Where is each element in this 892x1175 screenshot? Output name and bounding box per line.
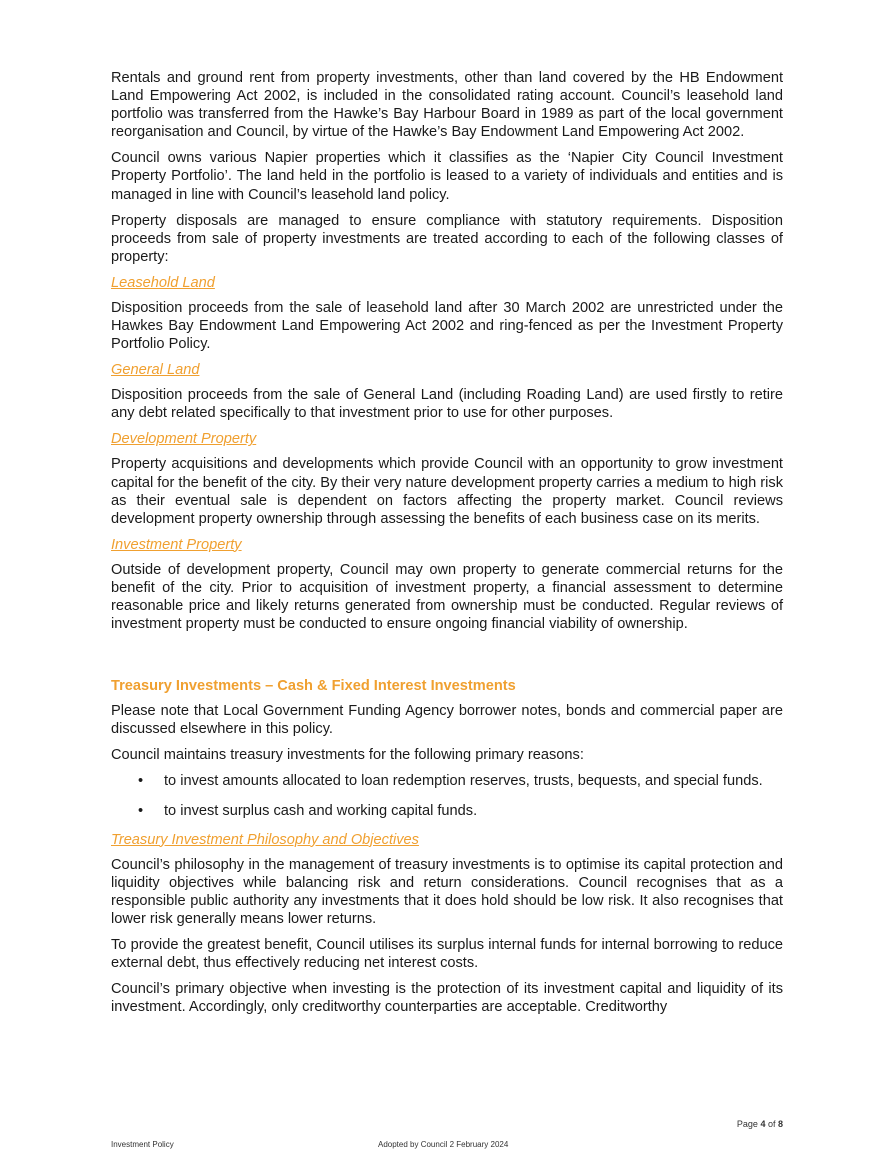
subheading-investment-property: Investment Property: [111, 536, 242, 553]
paragraph-development-property: Property acquisitions and developments which provide Council with an opportunity to grow investment capital for the benefit of the city. By their very nature development property carries a medium to high risk as their eventual sale is dependent on factors affecting the property market. Council reviews development property ownership through assessing the benefits of each business case on its merits.: [111, 456, 783, 527]
paragraph-disposals: Property disposals are managed to ensure compliance with statutory requirements. Disposition proceeds from sale of property investments are treated according to each of the following classes of property:: [111, 212, 783, 265]
paragraph-lgfa-note: Please note that Local Government Funding Agency borrower notes, bonds and commercial paper are discussed elsewhere in this policy.: [111, 703, 783, 738]
footer-doc-title: Investment Policy: [111, 1140, 174, 1149]
bullet-icon: •: [138, 773, 144, 790]
subheading-leasehold-land: Leasehold Land: [111, 274, 215, 291]
paragraph-investment-property: Outside of development property, Council may own property to generate commercial returns for the benefit of the city. Prior to acquisition of investment property, a financial assessment to determine reasonable price and likely returns generated from ownership must be conducted. Regular reviews of investment property must be conducted to ensure ongoing financial viability of ownership.: [111, 561, 783, 633]
subheading-general-land: General Land: [111, 362, 200, 379]
document-body: [111, 69, 783, 1024]
list-item: [111, 772, 783, 790]
page-of: of: [765, 1119, 778, 1129]
list-item-text: to invest surplus cash and working capital funds.: [164, 802, 478, 819]
section-heading-treasury: Treasury Investments – Cash & Fixed Interest Investments: [111, 678, 516, 695]
footer-adopted-date: Adopted by Council 2 February 2024: [378, 1140, 509, 1149]
paragraph-philosophy: Council’s philosophy in the management of treasury investments is to optimise its capital protection and liquidity objectives while balancing risk and return considerations. Council recognises that as a responsible public authority any investments that it does hold should be low risk. It also recognises that lower risk generally means lower returns.: [111, 856, 783, 927]
paragraph-general-land: Disposition proceeds from the sale of General Land (including Roading Land) are used firstly to retire any debt related specifically to that investment prior to use for other purposes.: [111, 387, 783, 422]
paragraph-greatest-benefit: To provide the greatest benefit, Council utilises its surplus internal funds for internal borrowing to reduce external debt, thus effectively reducing net interest costs.: [111, 937, 783, 972]
list-item: [111, 802, 783, 820]
paragraph-portfolio: Council owns various Napier properties which it classifies as the ‘Napier City Council Investment Property Portfolio’. The land held in the portfolio is leased to a variety of individuals and entities and is managed in line with Council’s leasehold land policy.: [111, 150, 783, 203]
page-total: 8: [777, 1119, 783, 1129]
paragraph-rentals: Rentals and ground rent from property investments, other than land covered by the HB Endowment Land Empowering Act 2002, is included in the consolidated rating account. Council’s leasehold land portfolio was transferred from the Hawke’s Bay Harbour Board in 1989 as part of the local government reorganisation and Council, by virtue of the Hawke’s Bay Endowment Land Empowering Act 2002.: [111, 70, 783, 141]
paragraph-primary-reasons: Council maintains treasury investments for the following primary reasons:: [111, 747, 584, 764]
bullet-icon: •: [138, 802, 144, 819]
page-current: 4: [760, 1119, 766, 1129]
subheading-development-property: Development Property: [111, 431, 257, 448]
paragraph-leasehold-land: Disposition proceeds from the sale of leasehold land after 30 March 2002 are unrestricted under the Hawkes Bay Endowment Land Empowering Act 2002 and ring-fenced as per the Investment Property Portfolio Policy.: [111, 299, 783, 353]
page-prefix: Page: [736, 1119, 761, 1129]
page-number: [737, 1119, 783, 1129]
reasons-list: [111, 772, 783, 819]
subheading-treasury-philosophy: Treasury Investment Philosophy and Objectives: [111, 831, 419, 848]
list-item-text: to invest amounts allocated to loan redemption reserves, trusts, bequests, and special funds.: [164, 773, 763, 790]
paragraph-primary-objective: Council’s primary objective when investing is the protection of its investment capital and liquidity of its investment. Accordingly, only creditworthy counterparties are acceptable. Creditworthy: [111, 981, 783, 1016]
